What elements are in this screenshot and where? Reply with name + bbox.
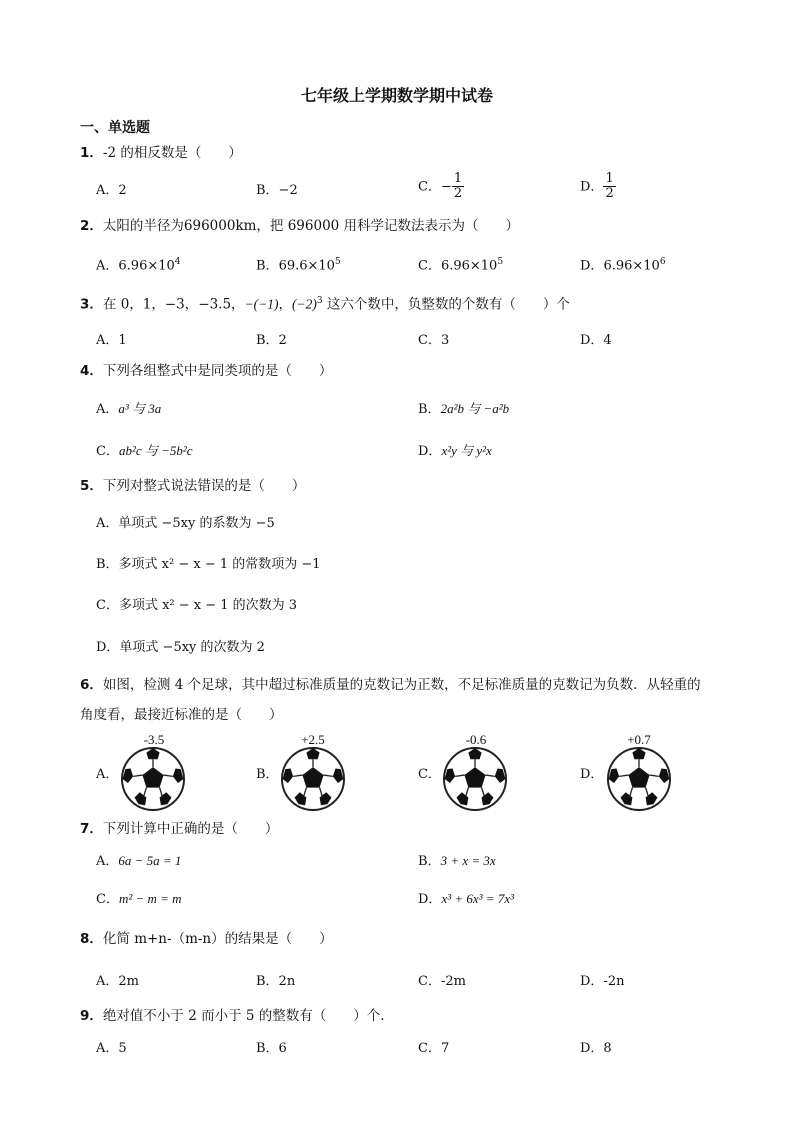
question-2: 2．太阳的半径为696000km，把 696000 用科学记数法表示为（ ） [80,218,520,234]
q6-option-a[interactable]: A． [96,767,119,782]
soccer-ball-icon [442,746,508,812]
q9-option-c[interactable]: C．7 [418,1041,450,1056]
q2-option-b[interactable]: B．$69.6\times 10^5$ [256,257,341,274]
q5-option-c[interactable]: C．多项式 x² − x − 1 的次数为 3 [96,598,298,613]
q1-option-a[interactable]: A．2 [96,183,127,198]
q8-option-b[interactable]: B．2n [256,974,296,989]
q1-option-d[interactable]: D． $\frac{1}{2}$ [580,171,614,202]
question-number: 1． [80,145,103,161]
question-6-line2: 角度看，最接近标准的是（ ） [80,707,283,723]
q1-option-c[interactable]: C．− $\frac{1}{2}$ [418,171,463,202]
q6-option-b[interactable]: B． [256,767,279,782]
question-8: 8．化简 m+n-（m-n）的结果是（ ） [80,931,333,947]
q9-option-d[interactable]: D．8 [580,1041,612,1056]
q8-option-c[interactable]: C．-2m [418,974,466,989]
q3-option-b[interactable]: B．2 [256,333,287,348]
q3-option-c[interactable]: C．3 [418,333,450,348]
q6-option-d[interactable]: D． [580,767,604,782]
q8-option-d[interactable]: D．-2n [580,974,625,989]
q9-option-a[interactable]: A．5 [96,1041,127,1056]
question-9: 9．绝对值不小于 2 而小于 5 的整数有（ ）个. [80,1008,385,1024]
q1-option-b[interactable]: B．−2 [256,183,298,198]
soccer-ball-icon [120,746,186,812]
soccer-ball-icon [280,746,346,812]
q7-option-c[interactable]: C．m² − m = m [96,891,182,907]
q4-option-b[interactable]: B．2a²b 与 −a²b [418,401,510,417]
q7-option-a[interactable]: A．6a − 5a = 1 [96,853,182,869]
soccer-ball-icon [606,746,672,812]
question-6: 6．如图，检测 4 个足球，其中超过标准质量的克数记为正数，不足标准质量的克数记为负数．从轻重的 [80,677,701,693]
q3-option-a[interactable]: A．1 [96,333,127,348]
page-title: 七年级上学期数学期中试卷 [300,86,493,105]
q2-option-d[interactable]: D．$6.96\times 10^6$ [580,257,666,274]
q9-option-b[interactable]: B．6 [256,1041,287,1056]
q5-option-d[interactable]: D．单项式 −5xy 的次数为 2 [96,640,265,655]
q5-option-b[interactable]: B．多项式 x² − x − 1 的常数项为 −1 [96,557,321,572]
question-1 [80,147,242,161]
q4-option-c[interactable]: C．ab²c 与 −5b²c [96,443,193,459]
q8-option-a[interactable]: A．2m [96,974,139,989]
question-3: 3．在 0，1，−3，−3.5，−(−1)，$(-2)^3$ 这六个数中，负整数的个数有（ ）个 [80,296,570,313]
q3-option-d[interactable]: D．4 [580,333,612,348]
q2-option-a[interactable]: A．$6.96\times 10^4$ [96,257,181,274]
fraction: $\frac{1}{2}$ [605,171,614,202]
ball-value-a: -3.5 [143,732,165,747]
q7-option-b[interactable]: B．3 + x = 3x [418,853,496,869]
fraction: $\frac{1}{2}$ [453,171,463,202]
question-4: 4．下列各组整式中是同类项的是（ ） [80,363,333,379]
q4-option-a[interactable]: A．a³ 与 3a [96,401,162,417]
q5-option-a[interactable]: A．单项式 −5xy 的系数为 −5 [96,516,275,531]
q2-option-c[interactable]: C．$6.96\times 10^5$ [418,257,504,274]
question-7: 7．下列计算中正确的是（ ） [80,821,279,837]
ball-value-c: -0.6 [465,732,487,747]
question-5: 5．下列对整式说法错误的是（ ） [80,478,306,494]
q4-option-d[interactable]: D．x²y 与 y²x [418,443,492,459]
ball-value-d: +0.7 [627,732,651,747]
q7-option-d[interactable]: D．x³ + 6x³ = 7x³ [418,891,514,907]
section-heading: 一、单选题 [80,120,150,136]
question-text: -2 的相反数是（ ） [102,145,242,161]
ball-value-b: +2.5 [301,732,325,747]
q6-option-c[interactable]: C． [418,767,441,782]
